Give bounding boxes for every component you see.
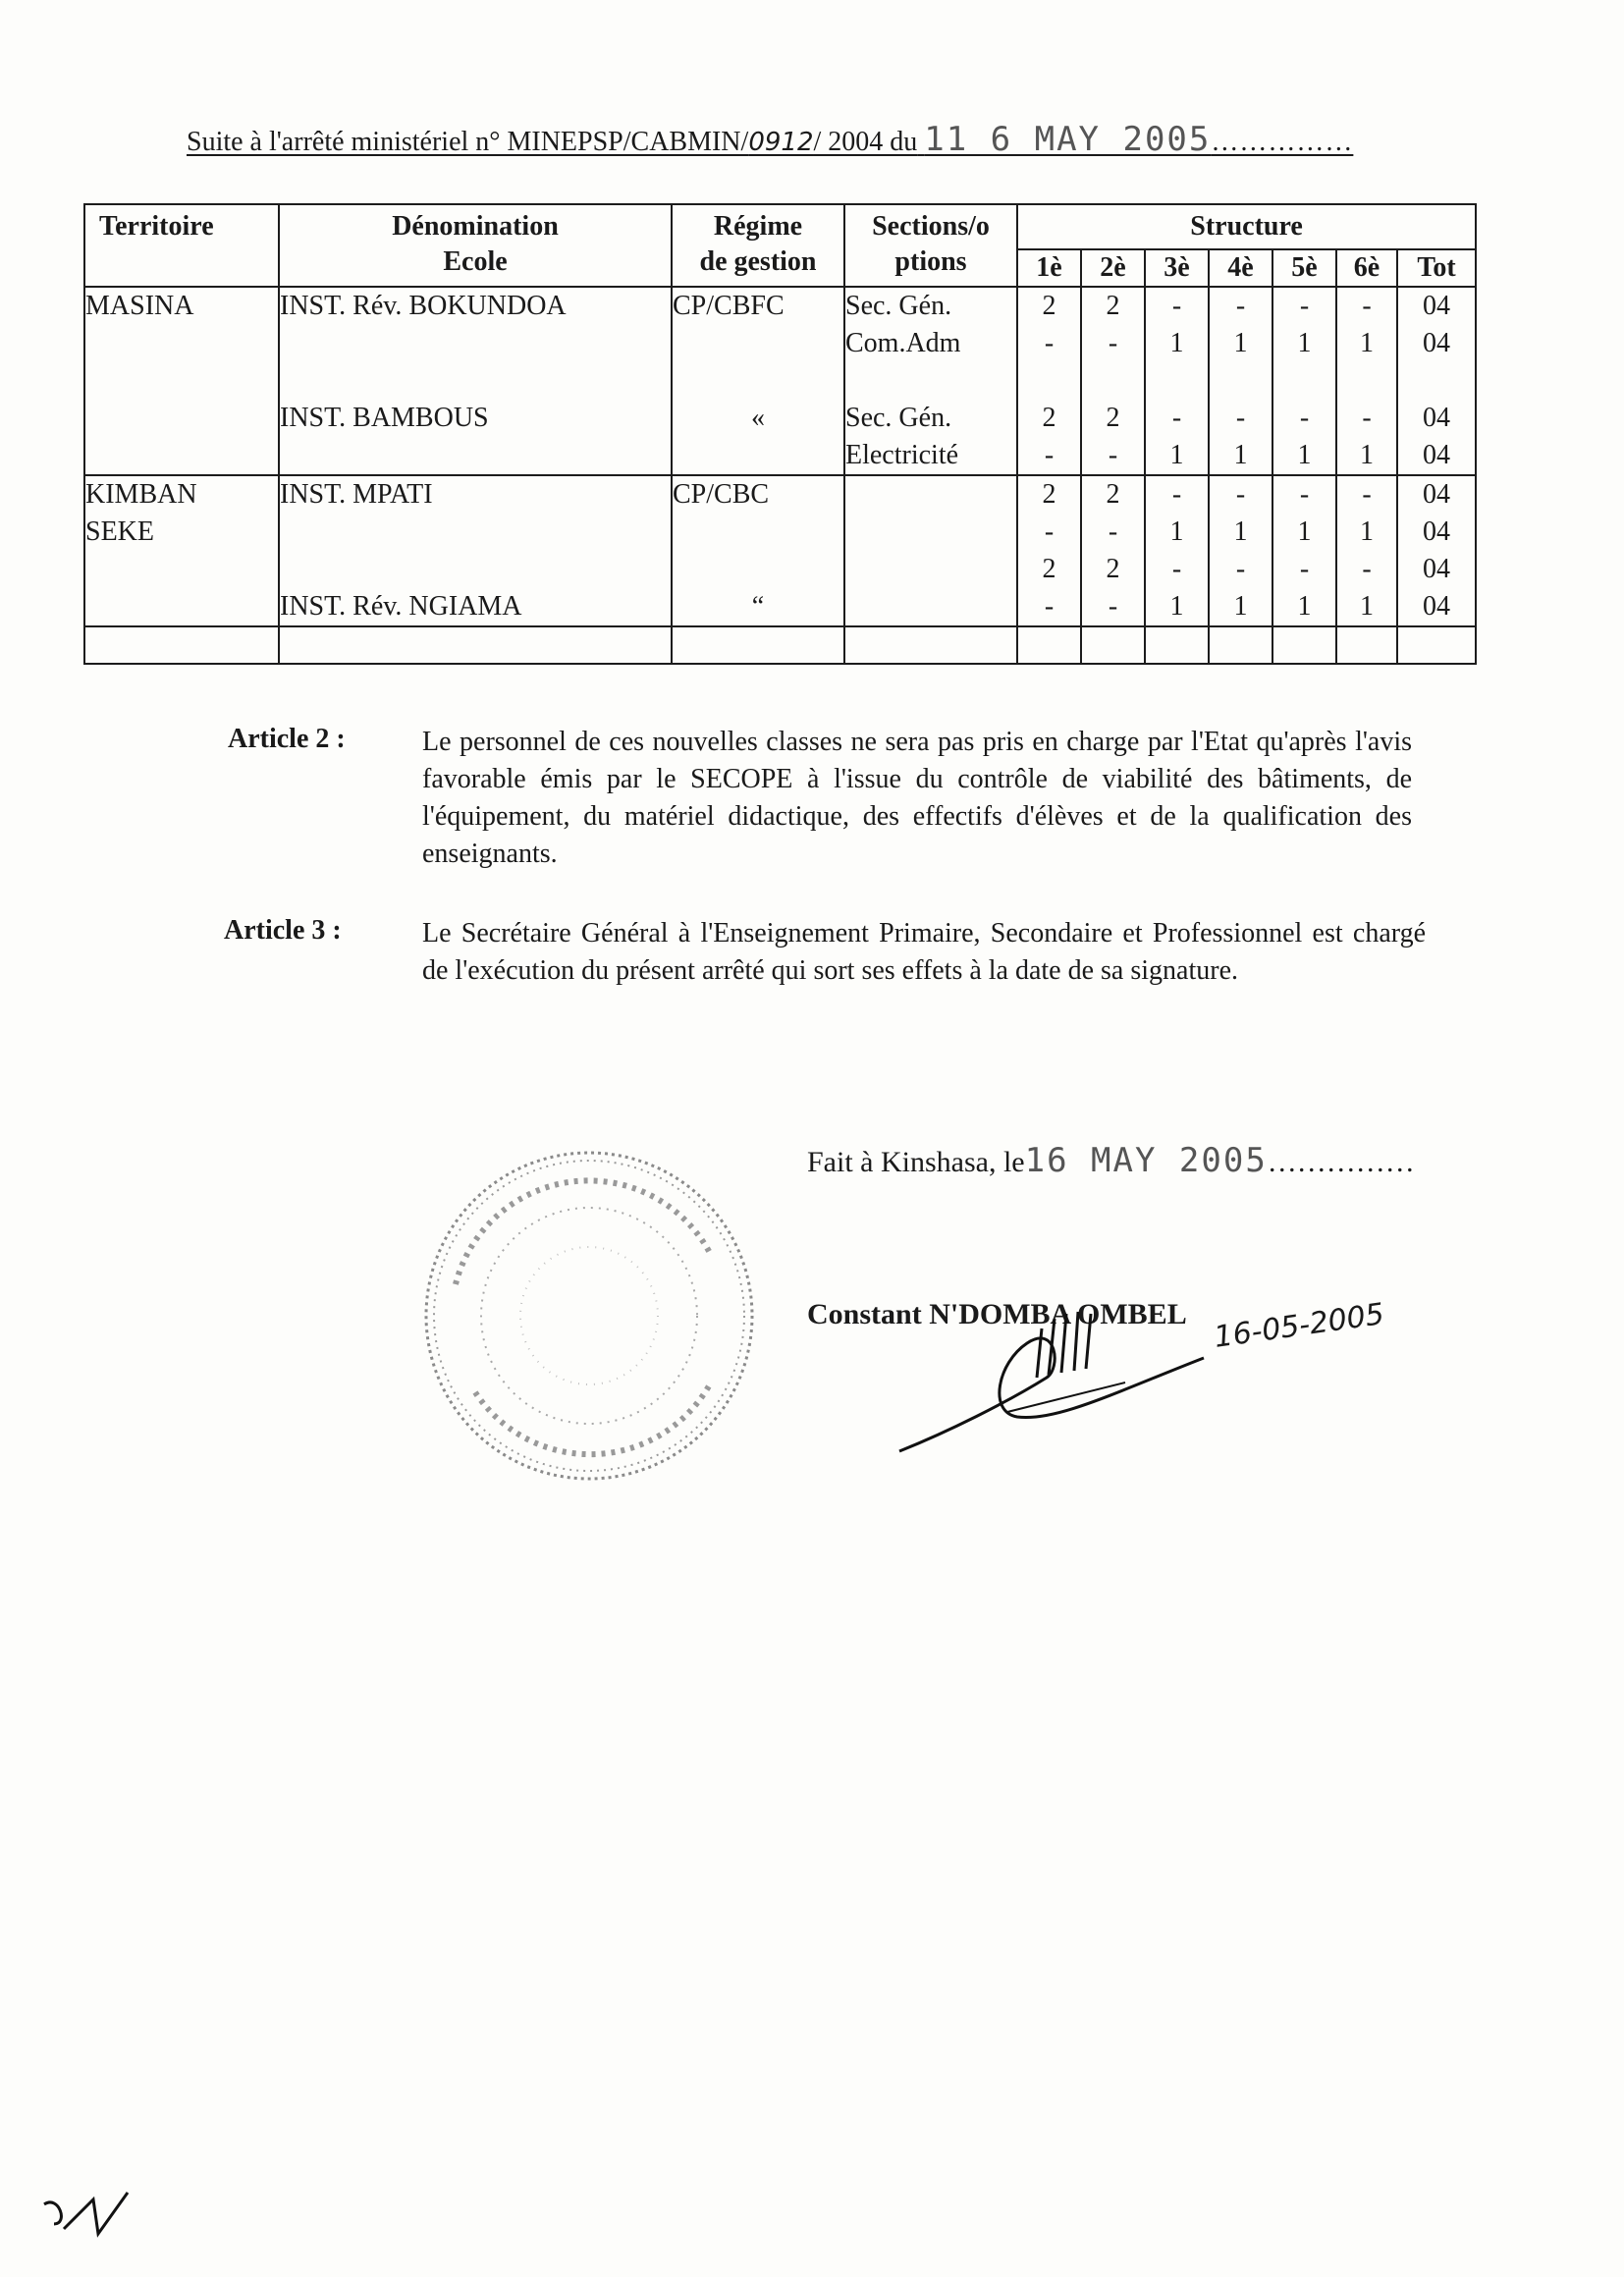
- structure-value: -: [1044, 440, 1055, 470]
- cell-level-6: [1336, 475, 1397, 626]
- total-value: 04: [1423, 291, 1451, 321]
- structure-value: -: [1362, 479, 1372, 510]
- structure-value: 2: [1106, 479, 1120, 510]
- empty-cell: [844, 626, 1017, 664]
- cell-level-5: [1272, 287, 1336, 475]
- structure-value: -: [1235, 291, 1246, 321]
- cell-level-1: [1017, 287, 1081, 475]
- structure-value: 1: [1233, 516, 1248, 547]
- header-territoire: Territoire: [84, 204, 279, 287]
- total-value: 04: [1423, 516, 1451, 547]
- article-2-label: Article 2 :: [228, 724, 346, 754]
- structure-value: 2: [1042, 403, 1056, 433]
- structure-value: -: [1362, 554, 1372, 584]
- header-structure: Structure: [1017, 204, 1476, 249]
- cell-total: [1397, 475, 1476, 626]
- section-option: [845, 551, 1016, 588]
- structure-value: -: [1044, 328, 1055, 358]
- structure-value: 2: [1106, 554, 1120, 584]
- total-value: 04: [1423, 479, 1451, 510]
- cell-regime: [672, 475, 844, 626]
- structure-value: 1: [1169, 516, 1184, 547]
- cell-level-2: [1081, 287, 1145, 475]
- structure-value: 1: [1233, 591, 1248, 622]
- heading-prefix: Suite à l'arrêté ministériel n° MINEPSP/CABMIN/: [187, 127, 749, 157]
- structure-value: 1: [1360, 591, 1374, 622]
- structure-value: -: [1108, 591, 1118, 622]
- cell-level-4: [1209, 475, 1272, 626]
- structure-value: -: [1299, 403, 1310, 433]
- total-value: 04: [1423, 591, 1451, 622]
- empty-cell: [1081, 626, 1145, 664]
- header-level-6: 6è: [1336, 249, 1397, 287]
- table-row: [84, 475, 1476, 626]
- place-and-date: [807, 1141, 1415, 1180]
- header-level-3: 3è: [1145, 249, 1209, 287]
- schools-table: [83, 203, 1477, 665]
- section-option: [845, 588, 1016, 625]
- structure-value: -: [1171, 554, 1182, 584]
- structure-value: -: [1171, 291, 1182, 321]
- structure-value: 1: [1297, 440, 1312, 470]
- handwritten-initial-mark: [39, 2185, 137, 2244]
- header-sections: Sections/o ptions: [844, 204, 1017, 287]
- structure-value: 1: [1233, 440, 1248, 470]
- structure-value: 2: [1042, 554, 1056, 584]
- handwritten-decree-number: 0912: [748, 128, 814, 157]
- cell-territoire: [84, 475, 279, 626]
- cell-sections: [844, 287, 1017, 475]
- cell-sections: [844, 475, 1017, 626]
- closing-stamped-date: 16 MAY 2005: [1024, 1141, 1268, 1180]
- section-option: [845, 476, 1016, 514]
- total-value: 04: [1423, 403, 1451, 433]
- structure-value: 2: [1042, 291, 1056, 321]
- school-regime-ditto: «: [751, 403, 765, 433]
- total-value: 04: [1423, 440, 1451, 470]
- school-name: INST. Rév. BOKUNDOA: [280, 291, 567, 321]
- school-regime-ditto: “: [751, 591, 765, 622]
- cell-level-3: [1145, 475, 1209, 626]
- structure-value: 2: [1106, 291, 1120, 321]
- official-seal: [416, 1137, 766, 1491]
- structure-value: 1: [1169, 591, 1184, 622]
- table-row: [84, 287, 1476, 475]
- cell-level-1: [1017, 475, 1081, 626]
- structure-value: 1: [1297, 516, 1312, 547]
- cell-total: [1397, 287, 1476, 475]
- header-level-1: 1è: [1017, 249, 1081, 287]
- empty-cell: [279, 626, 672, 664]
- territoire-line: KIMBAN: [85, 479, 197, 510]
- structure-value: -: [1108, 440, 1118, 470]
- structure-value: -: [1171, 403, 1182, 433]
- structure-value: 1: [1233, 328, 1248, 358]
- school-regime: CP/CBFC: [673, 291, 785, 321]
- heading-stamped-date: 11 6 MAY 2005: [924, 120, 1212, 159]
- structure-value: 1: [1297, 591, 1312, 622]
- cell-level-2: [1081, 475, 1145, 626]
- school-regime: CP/CBC: [673, 479, 770, 510]
- structure-value: -: [1044, 516, 1055, 547]
- empty-cell: [1336, 626, 1397, 664]
- total-value: 04: [1423, 554, 1451, 584]
- header-level-5: 5è: [1272, 249, 1336, 287]
- structure-value: 1: [1297, 328, 1312, 358]
- cell-denomination: [279, 475, 672, 626]
- empty-cell: [1272, 626, 1336, 664]
- school-name: INST. MPATI: [280, 479, 433, 510]
- section-option: Sec. Gén.: [845, 291, 952, 321]
- heading-year: / 2004 du: [813, 127, 918, 157]
- structure-value: -: [1299, 554, 1310, 584]
- empty-cell: [1017, 626, 1081, 664]
- signatory-name: Constant N'DOMBA OMBEL: [807, 1298, 1187, 1330]
- article-3-label: Article 3 :: [224, 915, 342, 946]
- cell-territoire: [84, 287, 279, 475]
- territoire-line: [85, 325, 278, 362]
- structure-value: -: [1044, 591, 1055, 622]
- structure-value: 1: [1360, 516, 1374, 547]
- structure-value: -: [1108, 516, 1118, 547]
- structure-value: -: [1235, 554, 1246, 584]
- header-level-2: 2è: [1081, 249, 1145, 287]
- section-option: Electricité: [845, 440, 959, 470]
- structure-value: -: [1362, 291, 1372, 321]
- total-value: 04: [1423, 328, 1451, 358]
- structure-value: -: [1171, 479, 1182, 510]
- section-option: [845, 514, 1016, 551]
- header-level-4: 4è: [1209, 249, 1272, 287]
- table-empty-row: [84, 626, 1476, 664]
- structure-value: 1: [1169, 440, 1184, 470]
- structure-value: -: [1235, 479, 1246, 510]
- territoire-line: SEKE: [85, 516, 154, 547]
- school-name: INST. Rév. NGIAMA: [280, 591, 522, 622]
- structure-value: 1: [1169, 328, 1184, 358]
- empty-cell: [1397, 626, 1476, 664]
- empty-cell: [1209, 626, 1272, 664]
- section-option: Com.Adm: [845, 328, 961, 358]
- territoire-line: MASINA: [85, 291, 194, 321]
- structure-value: -: [1299, 291, 1310, 321]
- structure-value: -: [1299, 479, 1310, 510]
- handwritten-date: 16-05-2005: [1212, 1297, 1386, 1355]
- article-3-text: Le Secrétaire Général à l'Enseignement Primaire, Secondaire et Professionnel est chargé de l'exécution du présent arrêté qui sort ses effets à la date de sa signature.: [422, 918, 1426, 986]
- closing-dots: ……………: [1267, 1146, 1415, 1178]
- empty-cell: [1145, 626, 1209, 664]
- cell-level-6: [1336, 287, 1397, 475]
- document-heading: [187, 120, 1353, 159]
- cell-denomination: [279, 287, 672, 475]
- place-text: Fait à Kinshasa, le: [807, 1146, 1025, 1178]
- handwritten-signature: [890, 1284, 1214, 1461]
- structure-value: -: [1235, 403, 1246, 433]
- cell-level-5: [1272, 475, 1336, 626]
- structure-value: 1: [1360, 328, 1374, 358]
- structure-value: 2: [1042, 479, 1056, 510]
- header-denomination: Dénomination Ecole: [279, 204, 672, 287]
- cell-regime: [672, 287, 844, 475]
- empty-cell: [672, 626, 844, 664]
- structure-value: 1: [1360, 440, 1374, 470]
- section-option: Sec. Gén.: [845, 403, 952, 433]
- heading-dots: ……………: [1211, 127, 1354, 157]
- structure-value: 2: [1106, 403, 1120, 433]
- structure-value: -: [1362, 403, 1372, 433]
- cell-level-4: [1209, 287, 1272, 475]
- header-total: Tot: [1397, 249, 1476, 287]
- cell-level-3: [1145, 287, 1209, 475]
- school-name: INST. BAMBOUS: [280, 403, 489, 433]
- header-regime: Régime de gestion: [672, 204, 844, 287]
- empty-cell: [84, 626, 279, 664]
- article-2-text: Le personnel de ces nouvelles classes ne sera pas pris en charge par l'Etat qu'après l'avis favorable émis par le SECOPE à l'issue du contrôle de viabilité des bâtiments, de l'équipement, du matériel didactique, des effectifs d'élèves et de la qualification des enseignants.: [422, 727, 1412, 869]
- structure-value: -: [1108, 328, 1118, 358]
